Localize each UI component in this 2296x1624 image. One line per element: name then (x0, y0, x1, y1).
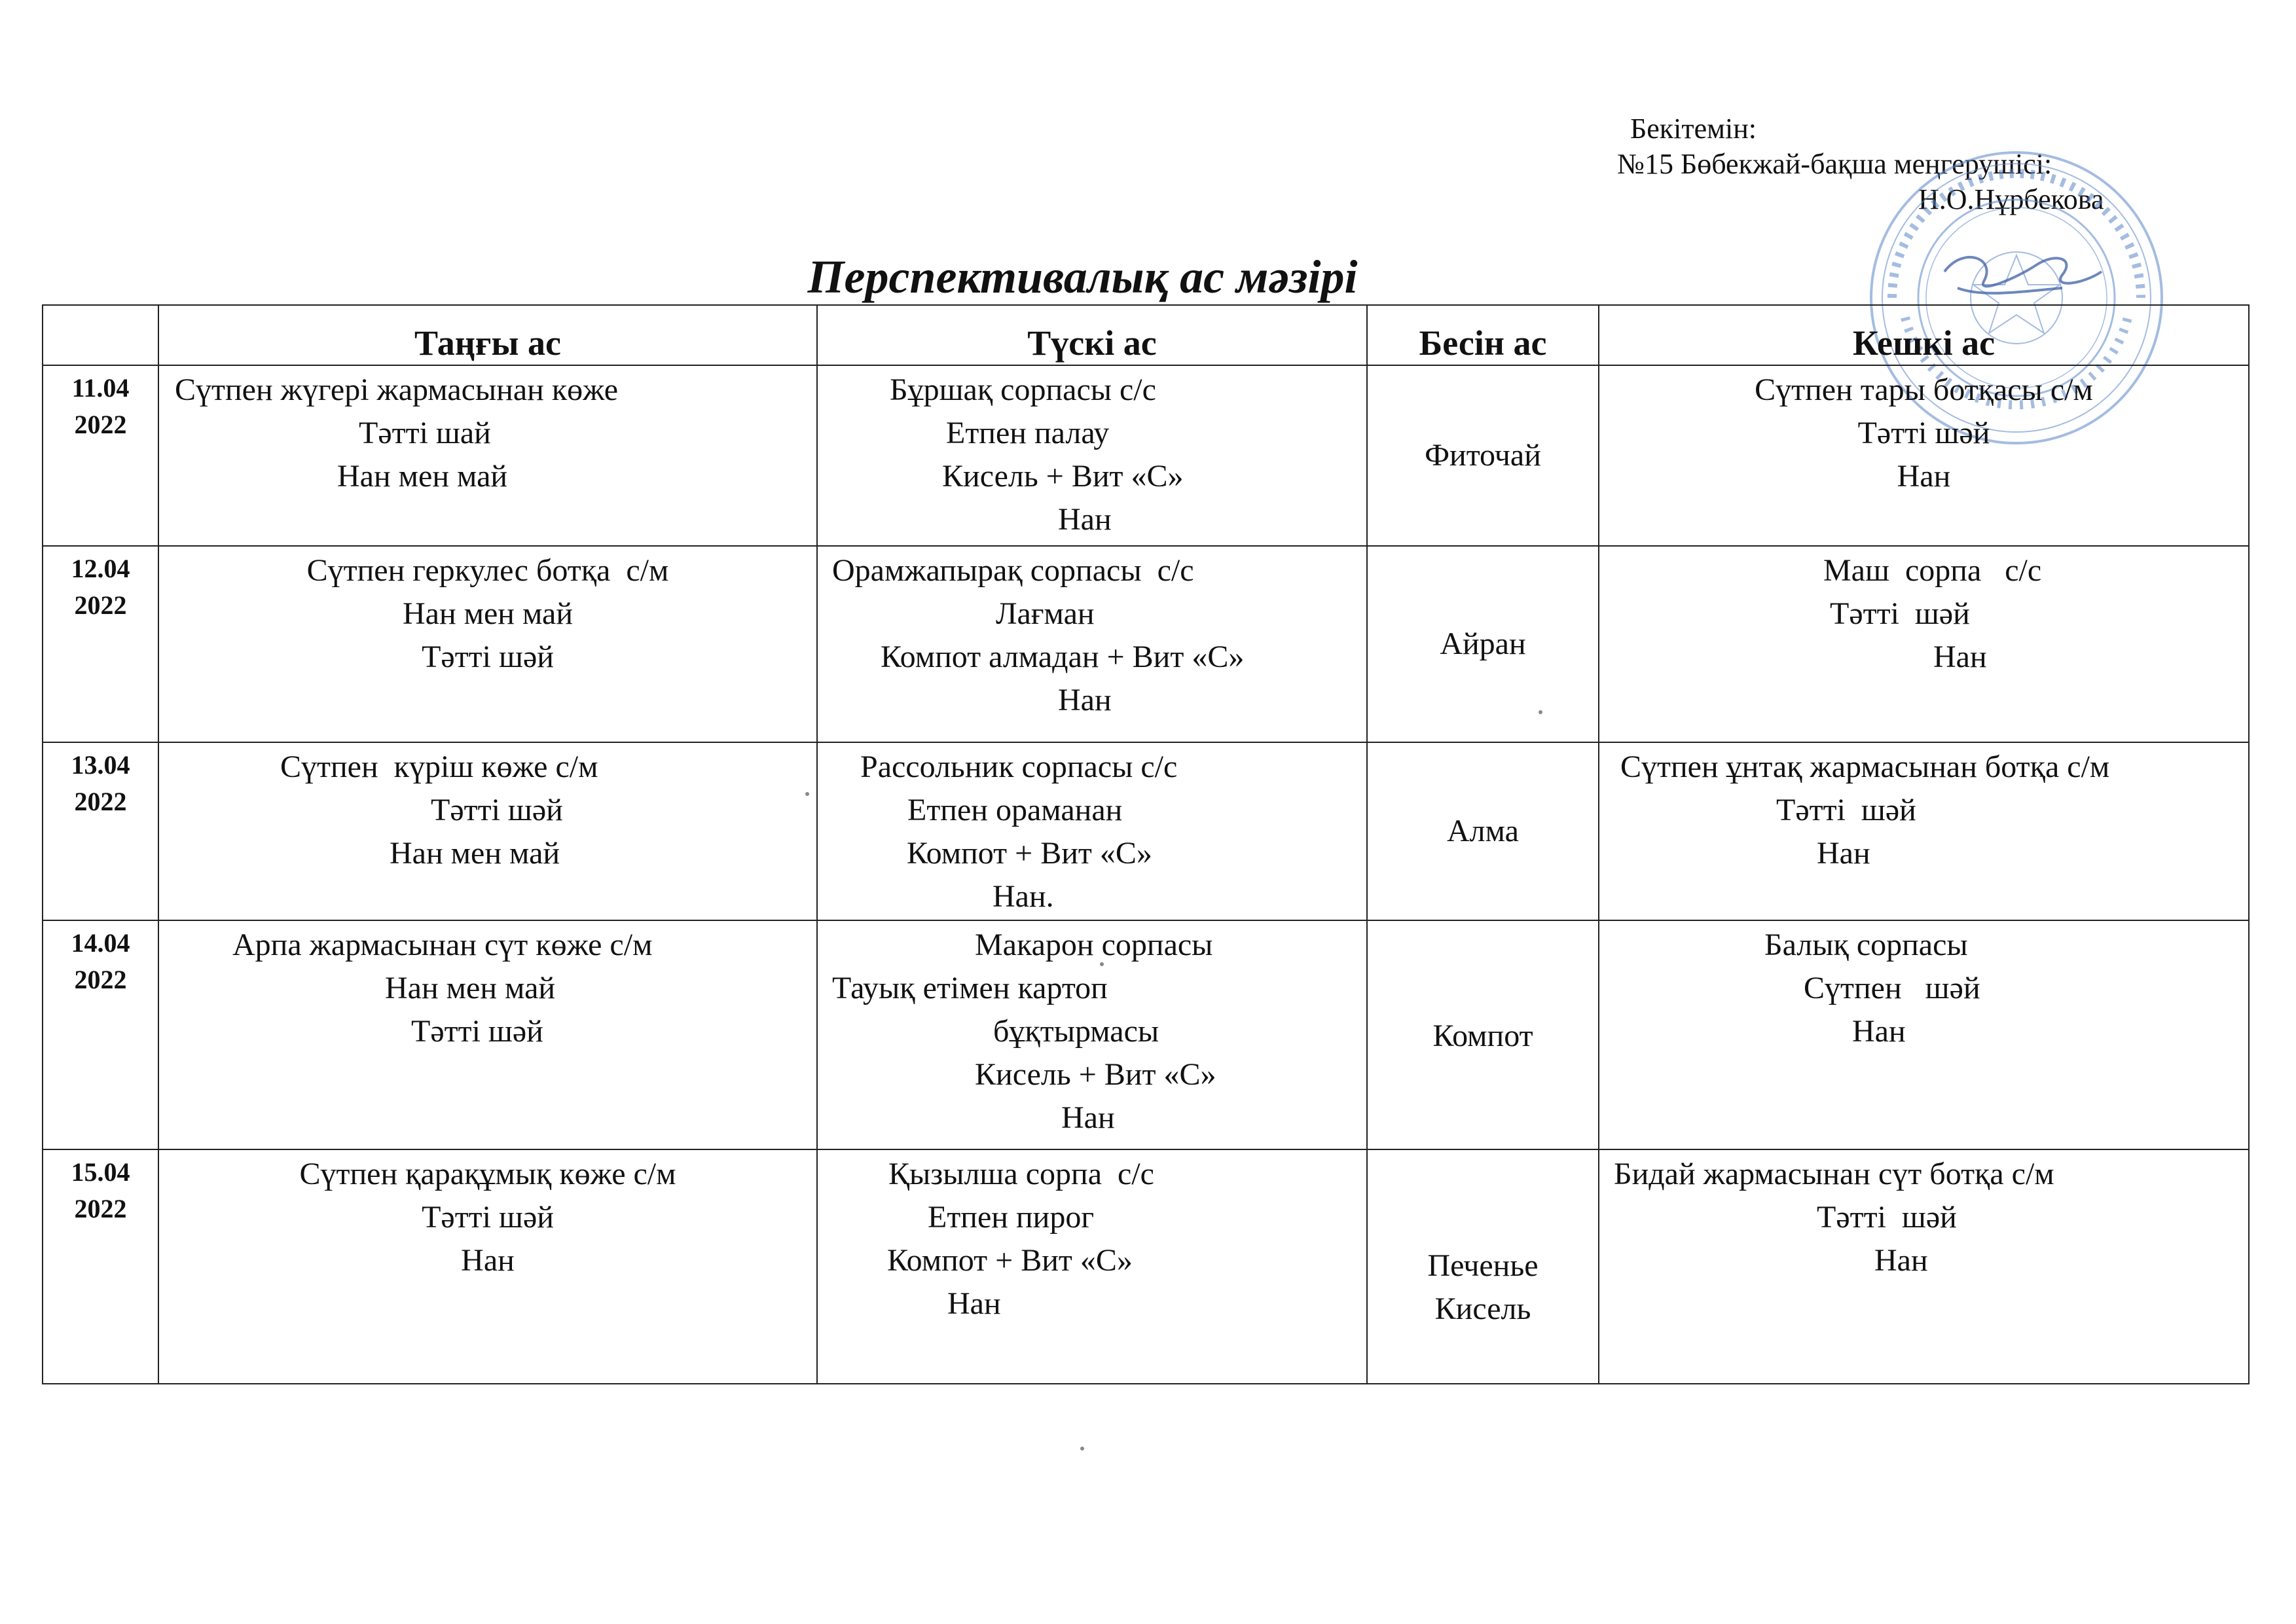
table-row (43, 742, 2249, 920)
dish-item: Тәтті шәй (431, 793, 563, 827)
dish-item: Компот (1432, 1019, 1533, 1053)
lunch-cell (817, 546, 1367, 742)
dish-item: Тәтті шай (359, 416, 491, 450)
approval-position: №15 Бөбекжай-бақша меңгерушісі: (1617, 148, 2052, 180)
dish-item: Балық сорпасы (1764, 928, 1968, 962)
scan-speck (1539, 710, 1542, 714)
date-cell (43, 920, 158, 1149)
header-dinner: Кешкі ас (1599, 305, 2249, 365)
snack-cell (1367, 742, 1599, 920)
date-cell (43, 1149, 158, 1384)
dish-item: Фиточай (1425, 438, 1541, 473)
dish-item: Етпен палау (946, 416, 1110, 450)
snack-cell (1367, 365, 1599, 546)
dish-item: Сүтпен жүгері жармасынан көже (175, 372, 619, 407)
dinner-cell (1599, 1149, 2249, 1384)
dish-item: Сүтпен күріш көже с/м (280, 749, 598, 784)
table-header-row (43, 305, 2249, 365)
dish-item: Рассольник сорпасы с/с (860, 749, 1178, 784)
dish-item: Сүтпен қарақұмық көже с/м (299, 1157, 676, 1191)
dinner-cell (1599, 546, 2249, 742)
dish-item: Тәтті шәй (1830, 596, 1970, 631)
breakfast-cell (158, 920, 817, 1149)
dish-item: Нан (1058, 502, 1112, 537)
dish-item: Нан (1061, 1100, 1115, 1135)
date-cell (43, 365, 158, 546)
page-title: Перспективалық ас мәзірі (807, 251, 1358, 303)
breakfast-cell (158, 546, 817, 742)
dish-item: Маш сорпа с/с (1823, 553, 2042, 588)
table-row (43, 1149, 2249, 1384)
date-day: 15.04 (71, 1157, 130, 1187)
scan-speck (1100, 962, 1104, 966)
dish-item: Бидай жармасынан сүт ботқа с/м (1614, 1157, 2054, 1191)
scan-speck (805, 792, 809, 796)
dish-item: Нан мен май (385, 971, 556, 1005)
dish-item: Етпен пирог (928, 1200, 1095, 1235)
date-day: 12.04 (71, 554, 130, 583)
dinner-cell (1599, 742, 2249, 920)
dish-item: Айран (1440, 626, 1526, 661)
dish-item: Кисель + Вит «С» (942, 459, 1184, 494)
dish-item: Тәтті шәй (411, 1014, 543, 1049)
dish-item: Нан мен май (402, 596, 574, 631)
dish-item: бұқтырмасы (993, 1014, 1159, 1049)
header-breakfast: Таңғы ас (158, 305, 817, 365)
table-row (43, 365, 2249, 546)
dish-item: Нан. (993, 879, 1054, 914)
date-day: 14.04 (71, 928, 130, 958)
lunch-cell (817, 920, 1367, 1149)
dish-item: Нан (1897, 459, 1951, 494)
dish-item: Алма (1447, 814, 1519, 848)
date-day: 11.04 (71, 373, 130, 403)
breakfast-cell (158, 742, 817, 920)
date-cell (43, 742, 158, 920)
dish-item: Нан (461, 1243, 515, 1278)
dish-item: Печенье (1427, 1248, 1539, 1283)
dish-item: Сүтпен тары ботқасы с/м (1755, 372, 2093, 407)
lunch-cell (817, 365, 1367, 546)
date-year: 2022 (74, 590, 127, 620)
dish-item: Нан (947, 1286, 1001, 1321)
dinner-cell (1599, 920, 2249, 1149)
date-year: 2022 (74, 965, 127, 994)
snack-cell (1367, 920, 1599, 1149)
breakfast-cell (158, 1149, 817, 1384)
dish-item: Кисель (1434, 1291, 1531, 1326)
dish-item: Кисель + Вит «С» (975, 1057, 1216, 1092)
lunch-cell (817, 742, 1367, 920)
dish-item: Компот + Вит «С» (907, 836, 1152, 871)
dish-item: Сүтпен геркулес ботқа с/м (306, 553, 669, 588)
dish-item: Арпа жармасынан сүт көже с/м (232, 928, 653, 962)
dish-item: Тауық етімен картоп (832, 971, 1108, 1005)
table-row (43, 546, 2249, 742)
dish-item: Қызылша сорпа с/с (888, 1157, 1154, 1191)
dish-item: Сүтпен шәй (1804, 971, 1980, 1005)
dish-item: Тәтті шәй (1776, 793, 1916, 827)
dish-item: Нан (1874, 1243, 1928, 1278)
header-snack: Бесін ас (1367, 305, 1599, 365)
date-year: 2022 (74, 1194, 127, 1223)
dish-item: Нан (1058, 683, 1112, 717)
dish-item: Нан мен май (390, 836, 560, 871)
dish-item: Макарон сорпасы (975, 928, 1213, 962)
header-date (43, 305, 158, 365)
dish-item: Нан мен май (337, 459, 508, 494)
date-year: 2022 (74, 410, 127, 439)
scan-speck (1080, 1447, 1084, 1451)
lunch-cell (817, 1149, 1367, 1384)
dish-item: Компот алмадан + Вит «С» (881, 640, 1245, 674)
snack-cell (1367, 546, 1599, 742)
dish-item: Тәтті шәй (1857, 416, 1990, 450)
snack-cell (1367, 1149, 1599, 1384)
dish-item: Орамжапырақ сорпасы с/с (832, 553, 1194, 588)
approval-signer: Н.О.Нұрбекова (1918, 183, 2104, 215)
table-row (43, 920, 2249, 1149)
menu-table (42, 304, 2250, 1384)
breakfast-cell (158, 365, 817, 546)
dish-item: Нан (1933, 640, 1987, 674)
date-day: 13.04 (71, 750, 130, 780)
dish-item: Тәтті шәй (1817, 1200, 1957, 1235)
dish-item: Тәтті шәй (422, 640, 554, 674)
header-lunch: Түскі ас (817, 305, 1367, 365)
dish-item: Нан (1852, 1014, 1906, 1049)
dinner-cell (1599, 365, 2249, 546)
dish-item: Тәтті шәй (422, 1200, 554, 1235)
dish-item: Нан (1817, 836, 1870, 871)
approval-label: Бекітемін: (1630, 113, 1757, 145)
dish-item: Сүтпен ұнтақ жармасынан ботқа с/м (1620, 749, 2110, 784)
date-cell (43, 546, 158, 742)
date-year: 2022 (74, 787, 127, 816)
dish-item: Лағман (996, 596, 1095, 631)
dish-item: Компот + Вит «С» (887, 1243, 1133, 1278)
dish-item: Бұршақ сорпасы с/с (890, 372, 1156, 407)
dish-item: Етпен ораманан (907, 793, 1123, 827)
